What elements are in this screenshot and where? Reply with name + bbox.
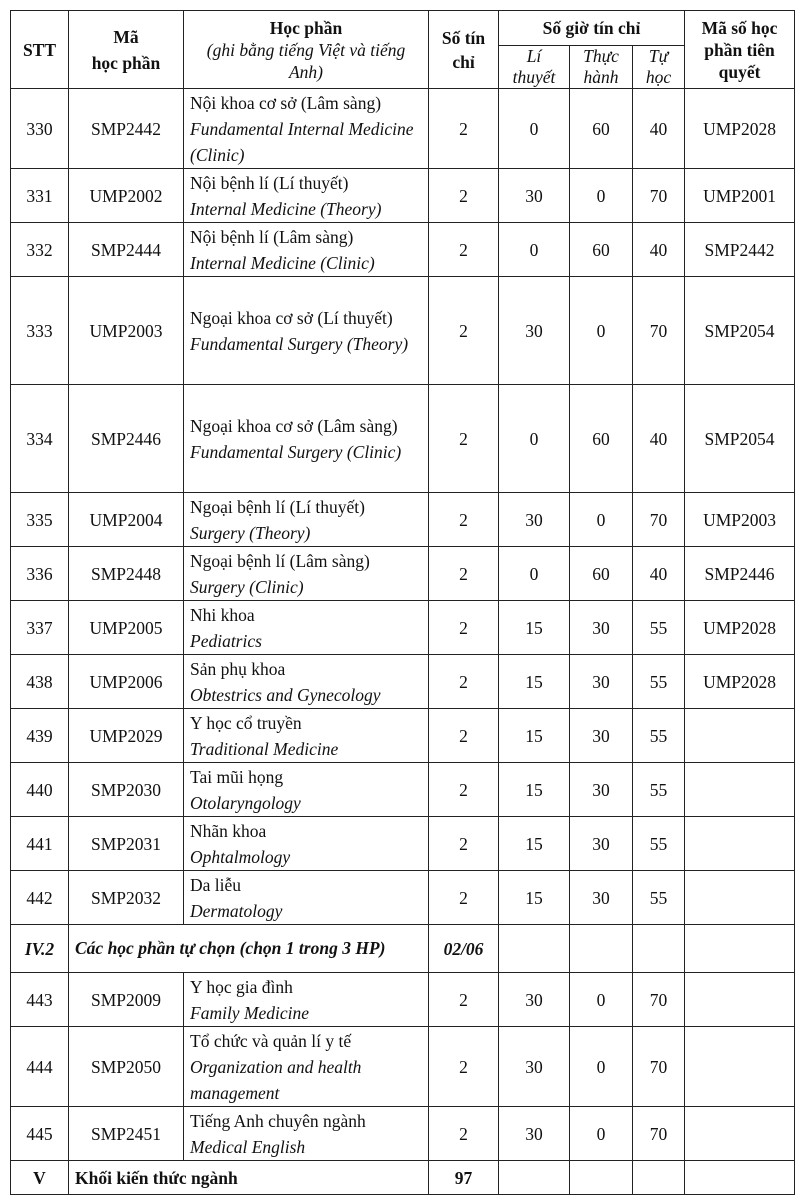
section-empty <box>570 925 633 973</box>
row-theory: 0 <box>499 89 570 169</box>
course-name-en: Internal Medicine (Theory) <box>190 198 382 219</box>
row-prereq <box>685 1107 795 1161</box>
row-credits: 2 <box>429 169 499 223</box>
row-credits: 2 <box>429 601 499 655</box>
course-name-vi: Ngoại khoa cơ sở (Lâm sàng) <box>190 415 398 436</box>
row-course-name <box>184 547 429 601</box>
row-credits: 2 <box>429 277 499 385</box>
section-empty <box>570 1161 633 1195</box>
header-course-title: Học phần <box>269 17 343 38</box>
row-credits: 2 <box>429 547 499 601</box>
row-prereq: SMP2054 <box>685 277 795 385</box>
row-prereq: UMP2028 <box>685 89 795 169</box>
course-name-vi: Tổ chức và quản lí y tế <box>190 1030 352 1051</box>
row-theory: 30 <box>499 277 570 385</box>
section-empty <box>499 925 570 973</box>
row-code: SMP2009 <box>69 973 184 1027</box>
course-name-en: Medical English <box>190 1136 306 1157</box>
row-self-study: 55 <box>633 709 685 763</box>
table-row <box>11 763 795 817</box>
course-name-en: Otolaryngology <box>190 792 301 813</box>
row-code: SMP2050 <box>69 1027 184 1107</box>
section-stt: V <box>11 1161 69 1195</box>
row-stt: 331 <box>11 169 69 223</box>
course-name-en: Pediatrics <box>190 630 262 651</box>
row-prereq: UMP2028 <box>685 601 795 655</box>
row-credits: 2 <box>429 871 499 925</box>
row-code: UMP2005 <box>69 601 184 655</box>
elective-rows <box>11 973 795 1161</box>
row-code: SMP2444 <box>69 223 184 277</box>
table-row <box>11 1027 795 1107</box>
row-stt: 442 <box>11 871 69 925</box>
row-practice: 60 <box>570 385 633 493</box>
row-code: UMP2006 <box>69 655 184 709</box>
row-self-study: 55 <box>633 655 685 709</box>
course-name-vi: Ngoại bệnh lí (Lâm sàng) <box>190 550 370 571</box>
row-theory: 0 <box>499 547 570 601</box>
course-table <box>10 10 795 1195</box>
row-practice: 30 <box>570 709 633 763</box>
table-row <box>11 277 795 385</box>
row-code: UMP2002 <box>69 169 184 223</box>
row-theory: 15 <box>499 655 570 709</box>
row-self-study: 40 <box>633 223 685 277</box>
course-name-en: Organization and health management <box>190 1056 362 1103</box>
course-name-en: Fundamental Surgery (Theory) <box>190 333 409 354</box>
row-code: SMP2451 <box>69 1107 184 1161</box>
header-hours-group: Số giờ tín chỉ <box>499 11 685 46</box>
row-theory: 15 <box>499 763 570 817</box>
header-theory: Lí thuyết <box>499 46 570 89</box>
header-self-study: Tự học <box>633 46 685 89</box>
row-stt: 337 <box>11 601 69 655</box>
row-self-study: 40 <box>633 89 685 169</box>
row-code: SMP2442 <box>69 89 184 169</box>
row-stt: 444 <box>11 1027 69 1107</box>
course-name-en: Fundamental Surgery (Clinic) <box>190 441 402 462</box>
course-name-vi: Tai mũi họng <box>190 766 284 787</box>
course-name-en: Ophtalmology <box>190 846 291 867</box>
row-credits: 2 <box>429 817 499 871</box>
row-practice: 60 <box>570 223 633 277</box>
row-course-name <box>184 601 429 655</box>
section-credits: 02/06 <box>429 925 499 973</box>
row-stt: 333 <box>11 277 69 385</box>
table-row <box>11 385 795 493</box>
course-name-vi: Ngoại khoa cơ sở (Lí thuyết) <box>190 307 393 328</box>
row-stt: 336 <box>11 547 69 601</box>
table-row <box>11 655 795 709</box>
section-v <box>11 1161 795 1195</box>
section-empty <box>633 1161 685 1195</box>
header-prereq: Mã số học phần tiên quyết <box>685 11 795 89</box>
row-theory: 15 <box>499 871 570 925</box>
row-prereq <box>685 817 795 871</box>
row-practice: 0 <box>570 973 633 1027</box>
row-practice: 60 <box>570 547 633 601</box>
table-row <box>11 493 795 547</box>
row-self-study: 55 <box>633 601 685 655</box>
section-empty <box>685 1161 795 1195</box>
course-name-en: Family Medicine <box>190 1002 310 1023</box>
row-theory: 0 <box>499 385 570 493</box>
row-prereq <box>685 871 795 925</box>
row-code: UMP2004 <box>69 493 184 547</box>
course-name-vi: Y học gia đình <box>190 976 293 997</box>
row-credits: 2 <box>429 89 499 169</box>
header-credits: Số tín chỉ <box>429 11 499 89</box>
row-stt: 439 <box>11 709 69 763</box>
row-self-study: 70 <box>633 973 685 1027</box>
section-iv2 <box>11 925 795 973</box>
course-name-en: Internal Medicine (Clinic) <box>190 252 375 273</box>
table-row <box>11 1107 795 1161</box>
row-code: UMP2029 <box>69 709 184 763</box>
table-row <box>11 973 795 1027</box>
row-prereq: SMP2442 <box>685 223 795 277</box>
row-stt: 445 <box>11 1107 69 1161</box>
row-self-study: 70 <box>633 277 685 385</box>
section-stt: IV.2 <box>11 925 69 973</box>
row-theory: 30 <box>499 169 570 223</box>
row-practice: 0 <box>570 1027 633 1107</box>
row-credits: 2 <box>429 1027 499 1107</box>
row-credits: 2 <box>429 223 499 277</box>
course-name-vi: Nội bệnh lí (Lâm sàng) <box>190 226 354 247</box>
section-empty <box>633 925 685 973</box>
course-name-vi: Sản phụ khoa <box>190 658 286 679</box>
row-stt: 443 <box>11 973 69 1027</box>
row-practice: 30 <box>570 817 633 871</box>
row-theory: 30 <box>499 973 570 1027</box>
course-name-vi: Da liễu <box>190 874 242 895</box>
header-code <box>69 11 184 89</box>
course-name-en: Surgery (Clinic) <box>190 576 304 597</box>
section-name: Khối kiến thức ngành <box>69 1161 429 1195</box>
row-stt: 330 <box>11 89 69 169</box>
row-code: SMP2446 <box>69 385 184 493</box>
row-practice: 0 <box>570 277 633 385</box>
row-prereq <box>685 1027 795 1107</box>
row-practice: 0 <box>570 169 633 223</box>
row-code: UMP2003 <box>69 277 184 385</box>
course-name-en: Obtestrics and Gynecology <box>190 684 381 705</box>
table-row <box>11 169 795 223</box>
row-code: SMP2032 <box>69 871 184 925</box>
table-row <box>11 817 795 871</box>
table-row <box>11 601 795 655</box>
row-course-name <box>184 277 429 385</box>
row-code: SMP2030 <box>69 763 184 817</box>
row-theory: 30 <box>499 493 570 547</box>
course-name-vi: Tiếng Anh chuyên ngành <box>190 1110 366 1131</box>
course-name-vi: Y học cổ truyền <box>190 712 302 733</box>
row-prereq: UMP2001 <box>685 169 795 223</box>
row-stt: 335 <box>11 493 69 547</box>
row-code: SMP2031 <box>69 817 184 871</box>
row-theory: 30 <box>499 1027 570 1107</box>
row-self-study: 70 <box>633 1107 685 1161</box>
row-course-name <box>184 385 429 493</box>
row-course-name <box>184 1027 429 1107</box>
course-name-vi: Nhãn khoa <box>190 820 267 841</box>
row-course-name <box>184 89 429 169</box>
row-credits: 2 <box>429 1107 499 1161</box>
row-course-name <box>184 493 429 547</box>
row-credits: 2 <box>429 709 499 763</box>
table-row <box>11 89 795 169</box>
course-name-vi: Nhi khoa <box>190 604 255 625</box>
row-credits: 2 <box>429 385 499 493</box>
section-name: Các học phần tự chọn (chọn 1 trong 3 HP) <box>69 925 429 973</box>
row-practice: 60 <box>570 89 633 169</box>
row-self-study: 70 <box>633 169 685 223</box>
row-credits: 2 <box>429 493 499 547</box>
row-practice: 30 <box>570 601 633 655</box>
row-prereq <box>685 709 795 763</box>
row-course-name <box>184 817 429 871</box>
course-name-en: Fundamental Internal Medicine (Clinic) <box>190 118 414 165</box>
row-practice: 30 <box>570 871 633 925</box>
course-name-vi: Ngoại bệnh lí (Lí thuyết) <box>190 496 365 517</box>
row-theory: 15 <box>499 709 570 763</box>
course-name-en: Surgery (Theory) <box>190 522 311 543</box>
row-self-study: 70 <box>633 493 685 547</box>
section-empty <box>685 925 795 973</box>
row-practice: 30 <box>570 655 633 709</box>
row-stt: 332 <box>11 223 69 277</box>
row-course-name <box>184 223 429 277</box>
section-row <box>11 925 795 973</box>
row-self-study: 55 <box>633 817 685 871</box>
row-theory: 0 <box>499 223 570 277</box>
header-practice: Thực hành <box>570 46 633 89</box>
row-self-study: 55 <box>633 763 685 817</box>
row-theory: 15 <box>499 601 570 655</box>
row-credits: 2 <box>429 763 499 817</box>
row-self-study: 70 <box>633 1027 685 1107</box>
header-code-line1: Mã <box>113 26 139 47</box>
row-code: SMP2448 <box>69 547 184 601</box>
row-stt: 334 <box>11 385 69 493</box>
row-stt: 441 <box>11 817 69 871</box>
row-credits: 2 <box>429 973 499 1027</box>
row-course-name <box>184 763 429 817</box>
row-course-name <box>184 169 429 223</box>
row-stt: 438 <box>11 655 69 709</box>
row-course-name <box>184 871 429 925</box>
course-rows <box>11 89 795 925</box>
row-prereq: SMP2446 <box>685 547 795 601</box>
section-credits: 97 <box>429 1161 499 1195</box>
row-practice: 0 <box>570 493 633 547</box>
course-name-vi: Nội khoa cơ sở (Lâm sàng) <box>190 92 382 113</box>
row-prereq <box>685 973 795 1027</box>
row-self-study: 40 <box>633 385 685 493</box>
table-row <box>11 709 795 763</box>
table-row <box>11 223 795 277</box>
row-course-name <box>184 1107 429 1161</box>
row-theory: 15 <box>499 817 570 871</box>
row-practice: 0 <box>570 1107 633 1161</box>
row-prereq: UMP2003 <box>685 493 795 547</box>
row-self-study: 40 <box>633 547 685 601</box>
row-stt: 440 <box>11 763 69 817</box>
row-course-name <box>184 973 429 1027</box>
header-stt: STT <box>11 11 69 89</box>
row-course-name <box>184 709 429 763</box>
row-practice: 30 <box>570 763 633 817</box>
section-empty <box>499 1161 570 1195</box>
row-self-study: 55 <box>633 871 685 925</box>
header-course <box>184 11 429 89</box>
course-name-en: Traditional Medicine <box>190 738 339 759</box>
row-credits: 2 <box>429 655 499 709</box>
course-name-en: Dermatology <box>190 900 283 921</box>
row-prereq: SMP2054 <box>685 385 795 493</box>
row-prereq <box>685 763 795 817</box>
table-row <box>11 871 795 925</box>
row-prereq: UMP2028 <box>685 655 795 709</box>
header-code-line2: học phần <box>91 52 161 73</box>
row-course-name <box>184 655 429 709</box>
row-theory: 30 <box>499 1107 570 1161</box>
course-name-vi: Nội bệnh lí (Lí thuyết) <box>190 172 349 193</box>
section-row <box>11 1161 795 1195</box>
table-row <box>11 547 795 601</box>
header-course-note: (ghi bằng tiếng Việt và tiếng Anh) <box>206 39 406 82</box>
